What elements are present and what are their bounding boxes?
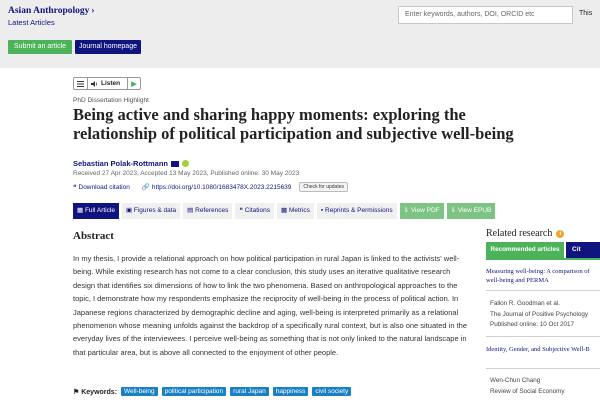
divider xyxy=(486,368,600,369)
quote-icon: ❝ xyxy=(73,184,77,191)
doi-link[interactable] xyxy=(142,183,292,191)
related-article-author: Wen-Chun Chang xyxy=(490,377,541,384)
keyword-tag[interactable]: political participation xyxy=(162,387,227,396)
chevron-right-icon: › xyxy=(91,6,95,16)
abstract-text: In my thesis, I provide a relational approach on how political participation in rural Japan is linked to the activists' well-being. While existing research has not come to a clear conclusion, this study uses an iterative qualitative research design that identifies six dimensions of how to link the two phenomena. Based on anthropological approaches to the topic, I demonstrate how my respondents emphasize the reciprocity of well-being in the process of political action. In Japanese regions characterized by demographic decline and aging, well-being is interpreted primarily as a relational phenomenon whose meaning unfolds against the backdrop of a specifically rural context, but is also one situated in the everyday lives of the interviewees. I perceive well-being as something that is not only linked to the natural landscape in that particular area, but is above all connected to the enjoyment of other people. xyxy=(73,254,467,357)
doi-label: https://doi.org/10.1080/1683478X.2023.2215639 xyxy=(151,184,292,191)
listen-label: Listen xyxy=(101,80,121,87)
keywords-label xyxy=(73,388,117,396)
tab-label: Citations xyxy=(244,207,270,214)
article-title: Being active and sharing happy moments: exploring the relationship of political participation and subjective well-being xyxy=(73,105,514,143)
bar-chart-icon: ▩ xyxy=(280,207,289,214)
journal-title-link[interactable] xyxy=(8,6,95,16)
tab-reprints-permissions[interactable] xyxy=(317,203,400,219)
tab-label: References xyxy=(195,207,229,214)
related-article-author: Fallon R. Goodman et al. xyxy=(490,300,561,307)
related-article-title[interactable]: Measuring well-being: A comparison of xyxy=(486,268,590,275)
related-article-date: Published online: 10 Oct 2017 xyxy=(490,321,575,328)
divider xyxy=(486,336,600,337)
tab-figures-data[interactable] xyxy=(122,203,183,219)
keyword-tag[interactable]: rural Japan xyxy=(230,387,269,396)
related-article-journal: Review of Social Economy xyxy=(490,388,565,395)
tab-label: Full Article xyxy=(84,207,115,214)
keyword-tag[interactable]: happiness xyxy=(273,387,309,396)
image-icon: ▣ xyxy=(125,207,134,214)
listen-button[interactable] xyxy=(88,78,128,89)
site-header xyxy=(0,0,600,68)
divider xyxy=(486,290,600,291)
play-icon[interactable]: ▶ xyxy=(131,80,137,88)
keywords-row xyxy=(73,387,351,396)
view-epub-button[interactable] xyxy=(447,203,499,219)
tab-recommended-articles[interactable]: Recommended articles xyxy=(486,242,564,258)
tab-references[interactable] xyxy=(183,203,235,219)
tab-metrics[interactable] xyxy=(277,203,317,219)
tab-citations[interactable] xyxy=(235,203,277,219)
publication-dates: Received 27 Apr 2023, Accepted 13 May 2023, Published online: 30 May 2023 xyxy=(73,170,300,177)
journal-title[interactable]: Asian Anthropology xyxy=(8,6,90,16)
tab-label: Reprints & Permissions xyxy=(325,207,393,214)
link-icon: 🔗 xyxy=(141,184,150,191)
keyword-tag[interactable]: civil society xyxy=(312,387,351,396)
info-icon[interactable]: i xyxy=(556,230,564,238)
check-for-updates-badge[interactable]: Check for updates xyxy=(299,182,348,192)
abstract-heading: Abstract xyxy=(73,230,114,242)
download-citation-link[interactable] xyxy=(73,183,130,191)
journal-homepage-button[interactable]: Journal homepage xyxy=(75,40,141,54)
download-icon: ⇓ xyxy=(403,207,411,214)
related-research-heading xyxy=(486,228,564,239)
related-article-title[interactable]: Identity, Gender, and Subjective Well-B xyxy=(486,346,590,353)
search-scope[interactable]: This xyxy=(579,10,593,17)
related-research-title: Related research xyxy=(486,228,553,239)
menu-icon[interactable] xyxy=(74,78,88,89)
quote-icon: ❝ xyxy=(239,207,245,214)
latest-articles-link[interactable]: Latest Articles xyxy=(8,18,55,27)
related-article-journal: The Journal of Positive Psychology xyxy=(490,311,589,318)
orcid-icon[interactable] xyxy=(182,160,189,167)
related-tab-underline xyxy=(486,258,600,260)
keyword-tag[interactable]: Well-being xyxy=(121,387,158,396)
keywords-label-text: Keywords: xyxy=(81,388,118,396)
search-input[interactable]: Enter keywords, authors, DOI, ORCID etc xyxy=(398,6,573,24)
tag-icon: ⚑ xyxy=(73,388,82,396)
lock-icon: ▪ xyxy=(320,207,326,214)
view-pdf-button[interactable] xyxy=(400,203,447,219)
speaker-icon xyxy=(91,81,98,87)
related-tabs xyxy=(486,242,600,258)
tab-label: View PDF xyxy=(410,207,440,214)
download-citation-label: Download citation xyxy=(78,184,130,191)
citation-row xyxy=(73,182,348,192)
submit-article-button[interactable]: Submit an article xyxy=(8,40,72,54)
document-icon: ▦ xyxy=(77,207,85,214)
tab-label: Metrics xyxy=(288,207,310,214)
list-icon: ▤ xyxy=(187,207,196,214)
listen-player xyxy=(73,77,141,90)
download-icon: ⇓ xyxy=(450,207,458,214)
tab-label: Figures & data xyxy=(133,207,177,214)
article-tabs xyxy=(73,203,498,219)
email-icon[interactable] xyxy=(171,161,179,167)
related-article-title-cont[interactable]: well-being and PERMA xyxy=(486,277,549,284)
author-line xyxy=(73,159,189,168)
tab-label: View EPUB xyxy=(457,207,492,214)
tab-cited-by[interactable]: Cit xyxy=(566,242,600,258)
author-name[interactable]: Sebastian Polak-Rottmann xyxy=(73,159,169,168)
tab-full-article[interactable] xyxy=(73,203,122,219)
article-type: PhD Dissertation Highlight xyxy=(73,97,149,104)
